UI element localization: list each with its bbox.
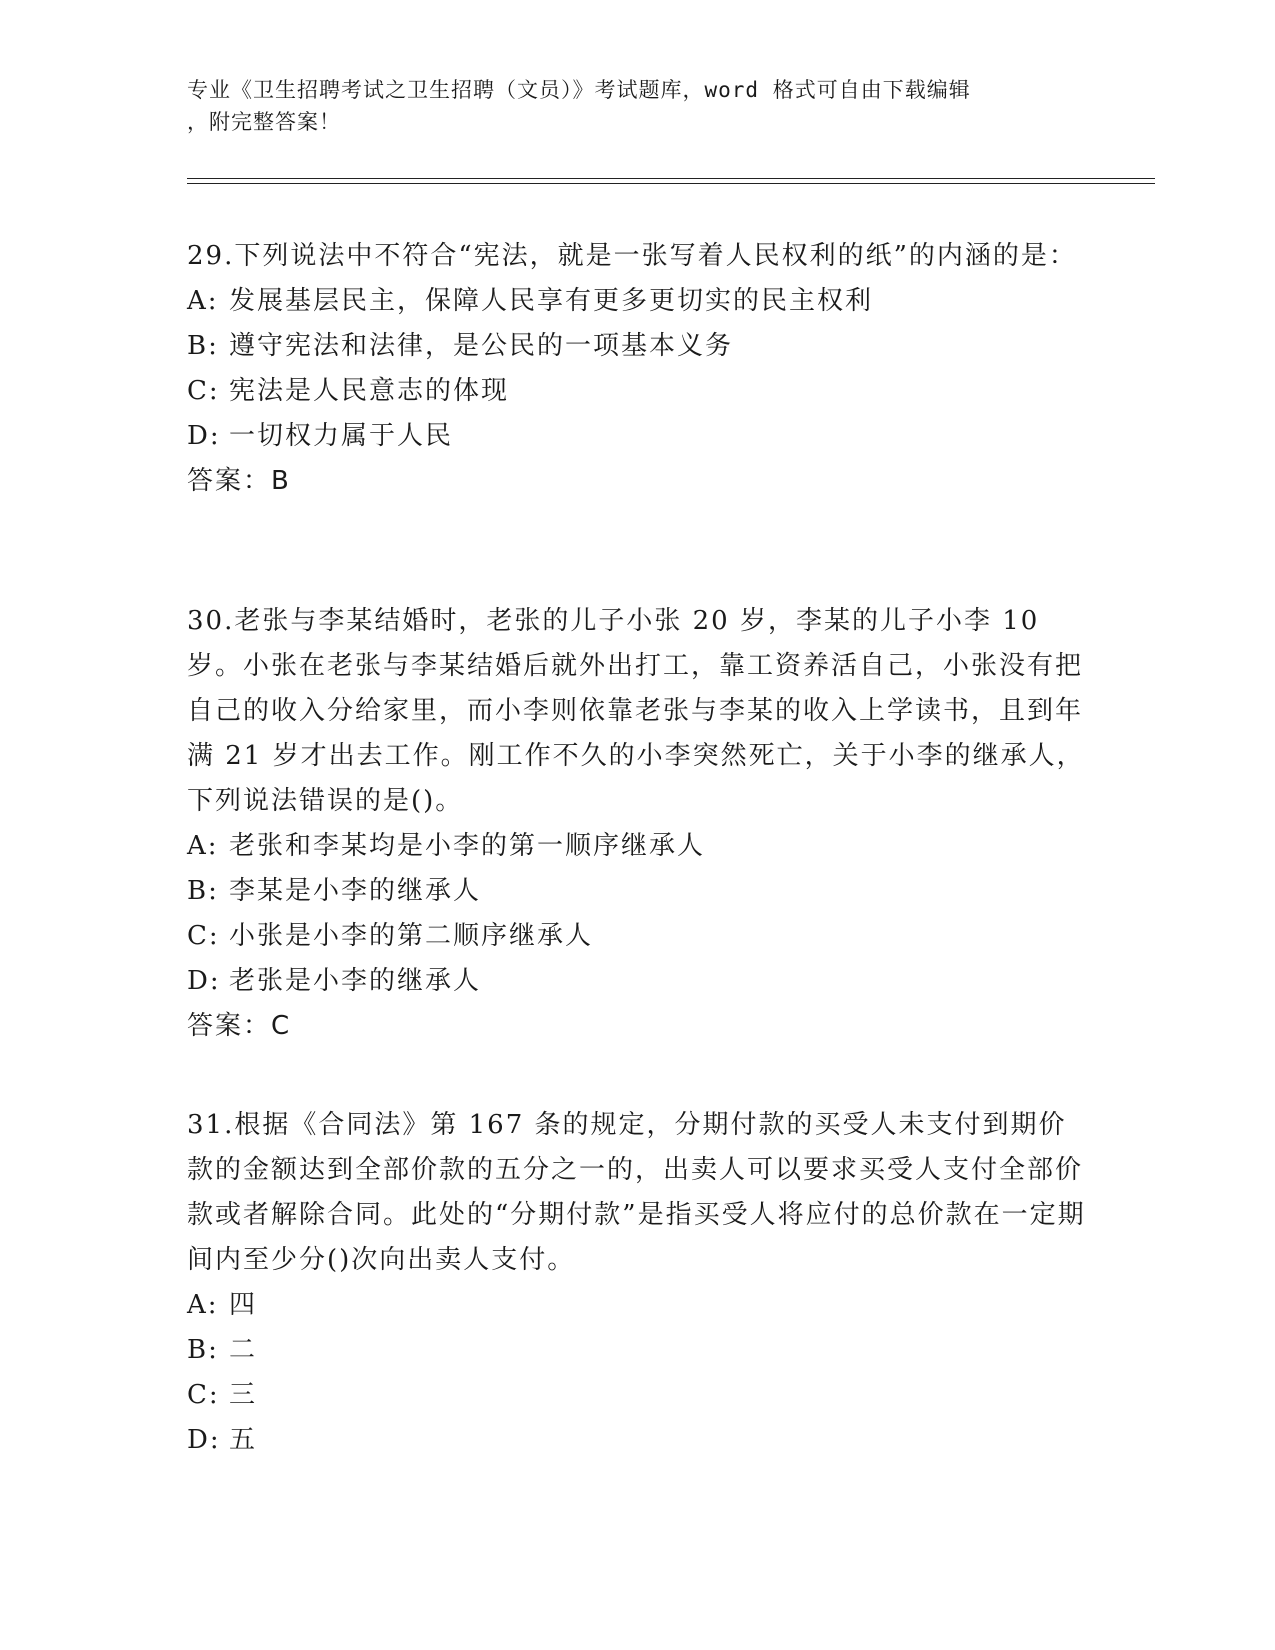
answer-label: 答案：B — [187, 466, 291, 496]
option-b — [187, 1328, 1087, 1373]
option-key: B: — [187, 876, 219, 906]
option-c — [187, 914, 1087, 959]
question-stem: 30.老张与李某结婚时，老张的儿子小张 20 岁，李某的儿子小李 10 岁。小张在老张与李某结婚后就外出打工，靠工资养活自己，小张没有把自己的收入分给家里，而小李则依靠老张与李某的收入上学读书，且到年满 21 岁才出去工作。刚工作不久的小李突然死亡，关于小李的继承人，下列说法错误的是()。 — [187, 606, 1085, 816]
option-text: 李某是小李的继承人 — [229, 876, 482, 906]
answer-label: 答案：C — [187, 1011, 292, 1041]
option-text: 一切权力属于人民 — [229, 421, 454, 451]
option-text: 小张是小李的第二顺序继承人 — [229, 921, 594, 951]
question-31 — [187, 1103, 1087, 1463]
option-d — [187, 1418, 1087, 1463]
option-b — [187, 324, 1087, 369]
option-key: D: — [187, 1425, 221, 1455]
option-text: 老张是小李的继承人 — [229, 966, 482, 996]
option-text: 遵守宪法和法律，是公民的一项基本义务 — [229, 331, 734, 361]
option-text: 三 — [229, 1380, 258, 1410]
option-a — [187, 824, 1087, 869]
document-header — [187, 74, 1067, 138]
option-text: 宪法是人民意志的体现 — [229, 376, 510, 406]
header-line-2: ，附完整答案！ — [187, 110, 341, 134]
option-key: B: — [187, 331, 219, 361]
option-text: 发展基层民主，保障人民享有更多更切实的民主权利 — [229, 286, 874, 316]
option-b — [187, 869, 1087, 914]
option-key: A: — [187, 831, 219, 861]
option-key: C: — [187, 1380, 220, 1410]
option-c — [187, 369, 1087, 414]
question-stem: 31.根据《合同法》第 167 条的规定，分期付款的买受人未支付到期价款的金额达到全部价款的五分之一的，出卖人可以要求买受人支付全部价款或者解除合同。此处的“分期付款”是指买受人将应付的总价款在一定期间内至少分()次向出卖人支付。 — [187, 1110, 1086, 1275]
option-key: D: — [187, 966, 221, 996]
header-divider-top — [187, 178, 1155, 179]
option-key: D: — [187, 421, 221, 451]
question-stem: 29.下列说法中不符合“宪法，就是一张写着人民权利的纸”的内涵的是： — [187, 241, 1077, 271]
header-divider-bottom — [187, 183, 1155, 184]
option-text: 二 — [229, 1335, 258, 1365]
option-d — [187, 414, 1087, 459]
option-c — [187, 1373, 1087, 1418]
option-a — [187, 1283, 1087, 1328]
option-key: A: — [187, 286, 219, 316]
question-29 — [187, 234, 1087, 504]
option-text: 四 — [229, 1290, 258, 1320]
option-text: 老张和李某均是小李的第一顺序继承人 — [229, 831, 706, 861]
option-key: C: — [187, 376, 220, 406]
option-key: C: — [187, 921, 220, 951]
option-text: 五 — [229, 1425, 258, 1455]
header-line-1: 专业《卫生招聘考试之卫生招聘（文员）》考试题库，word 格式可自由下载编辑 — [187, 78, 971, 102]
option-a — [187, 279, 1087, 324]
option-key: B: — [187, 1335, 219, 1365]
option-d — [187, 959, 1087, 1004]
option-key: A: — [187, 1290, 219, 1320]
question-30 — [187, 599, 1087, 1049]
